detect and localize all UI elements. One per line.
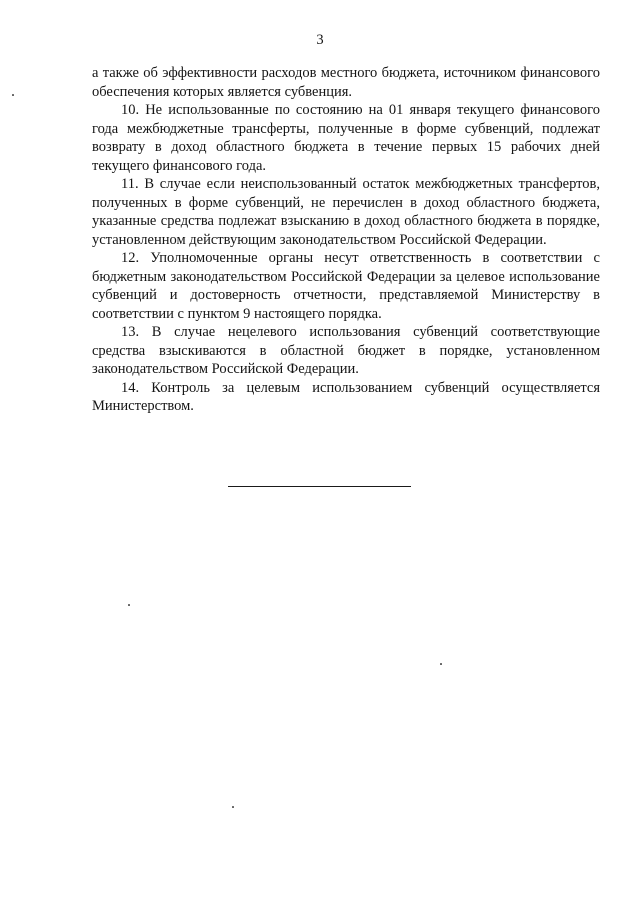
- paragraph-11: 11. В случае если неиспользованный остаток межбюджетных трансфертов, полученных в форме субвенций, не перечислен в доход областного бюджета, указанные средства подлежат взысканию в доход областного бюджета в порядке, установленном действующим законодательством Российской Федерации.: [92, 176, 600, 248]
- paragraph-10: 10. Не использованные по состоянию на 01 января текущего финансового года межбюджетные трансферты, полученные в форме субвенций, подлежат возврату в доход областного бюджета в течение первых 15 рабочих дней текущего финансового года.: [92, 102, 600, 174]
- paragraph-12: 12. Уполномоченные органы несут ответственность в соответствии с бюджетным законодательством Российской Федерации за целевое использование субвенций и достоверность отчетности, представляемой Министерству в соответствии с пунктом 9 настоящего порядка.: [92, 250, 600, 322]
- scan-speck: [232, 806, 234, 808]
- page-number: 3: [316, 32, 324, 48]
- scan-speck: [12, 94, 14, 96]
- scan-speck: [128, 604, 130, 606]
- document-body: [92, 64, 600, 416]
- paragraph-continuation: а также об эффективности расходов местного бюджета, источником финансового обеспечения которых является субвенция.: [92, 65, 600, 100]
- end-of-document-rule: [228, 486, 411, 487]
- scan-speck: [440, 663, 442, 665]
- paragraph-14: 14. Контроль за целевым использованием субвенций осуществляется Министерством.: [92, 379, 600, 414]
- paragraph-13: 13. В случае нецелевого использования субвенций соответствующие средства взыскиваются в областной бюджет в порядке, установленном законодательством Российской Федерации.: [92, 324, 600, 377]
